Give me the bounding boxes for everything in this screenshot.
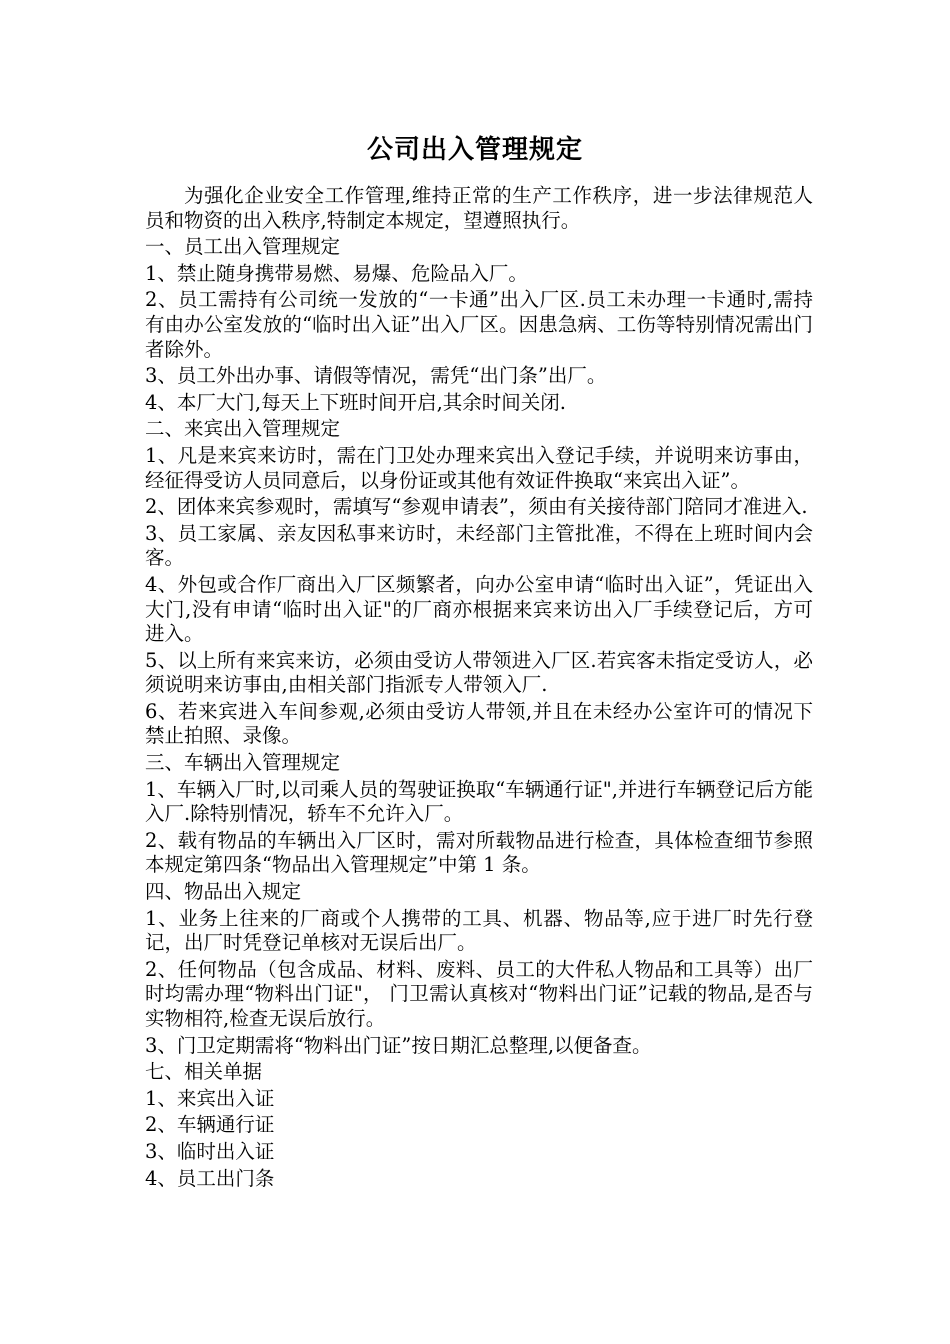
visitor-rule-6: 6、若来宾进入车间参观,必须由受访人带领,并且在未经办公室许可的情况下禁止拍照、录像。 [145,699,813,748]
goods-rule-2: 2、任何物品（包含成品、材料、废料、员工的大件私人物品和工具等）出厂时均需办理“物料出门证"， 门卫需认真核对“物料出门证”记载的物品,是否与实物相符,检查无误后放行。 [145,957,813,1030]
visitor-rule-4: 4、外包或合作厂商出入厂区频繁者，向办公室申请“临时出入证”，凭证出入大门,没有申请“临时出入证"的厂商亦根据来宾来访出入厂手续登记后，方可进入。 [145,572,813,646]
section-heading-documents: 七、相关单据 [145,1060,263,1084]
section-heading-employee: 一、员工出入管理规定 [145,235,341,259]
employee-rule-2: 2、员工需持有公司统一发放的“一卡通”出入厂区.员工未办理一卡通时,需持有由办公室发放的“临时出入证”出入厂区。因患急病、工伤等特别情况需出门者除外。 [145,288,813,361]
visitor-rule-2: 2、团体来宾参观时，需填写“参观申请表”，须由有关接待部门陪同才准进入. [145,495,808,519]
document-item-4: 4、员工出门条 [145,1166,275,1190]
employee-rule-1: 1、禁止随身携带易燃、易爆、危险品入厂。 [145,261,528,285]
document-item-2: 2、车辆通行证 [145,1113,275,1137]
employee-rule-3: 3、员工外出办事、请假等情况，需凭“出门条”出厂。 [145,364,607,388]
section-heading-vehicle: 三、车辆出入管理规定 [145,751,341,775]
goods-rule-3: 3、门卫定期需将“物料出门证”按日期汇总整理,以便备查。 [145,1033,652,1057]
intro-paragraph: 为强化企业安全工作管理,维持正常的生产工作秩序，进一步法律规范人员和物资的出入秩序,特制定本规定，望遵照执行。 [145,184,813,232]
goods-rule-1: 1、业务上往来的厂商或个人携带的工具、机器、物品等,应于进厂时先行登记，出厂时凭登记单核对无误后出厂。 [145,906,813,955]
employee-rule-4: 4、本厂大门,每天上下班时间开启,其余时间关闭. [145,390,567,414]
vehicle-rule-1: 1、车辆入厂时,以司乘人员的驾驶证换取“车辆通行证",并进行车辆登记后方能入厂.除特别情况，轿车不允许入厂。 [145,777,813,826]
visitor-rule-1: 1、凡是来宾来访时，需在门卫处办理来宾出入登记手续，并说明来访事由，经征得受访人员同意后，以身份证或其他有效证件换取“来宾出入证”。 [145,443,813,492]
section-heading-visitor: 二、来宾出入管理规定 [145,417,341,441]
visitor-rule-5: 5、以上所有来宾来访，必须由受访人带领进入厂区.若宾客未指定受访人，必须说明来访事由,由相关部门指派专人带领入厂. [145,648,813,697]
section-heading-goods: 四、物品出入规定 [145,880,302,904]
document-body [145,184,813,1193]
document-title: 公司出入管理规定 [366,135,583,165]
visitor-rule-3: 3、员工家属、亲友因私事来访时，未经部门主管批准，不得在上班时间内会客。 [145,521,813,570]
document-item-3: 3、临时出入证 [145,1139,275,1163]
vehicle-rule-2: 2、载有物品的车辆出入厂区时，需对所载物品进行检查，具体检查细节参照本规定第四条“物品出入管理规定”中第 1 条。 [145,828,813,877]
document-item-1: 1、来宾出入证 [145,1086,275,1110]
